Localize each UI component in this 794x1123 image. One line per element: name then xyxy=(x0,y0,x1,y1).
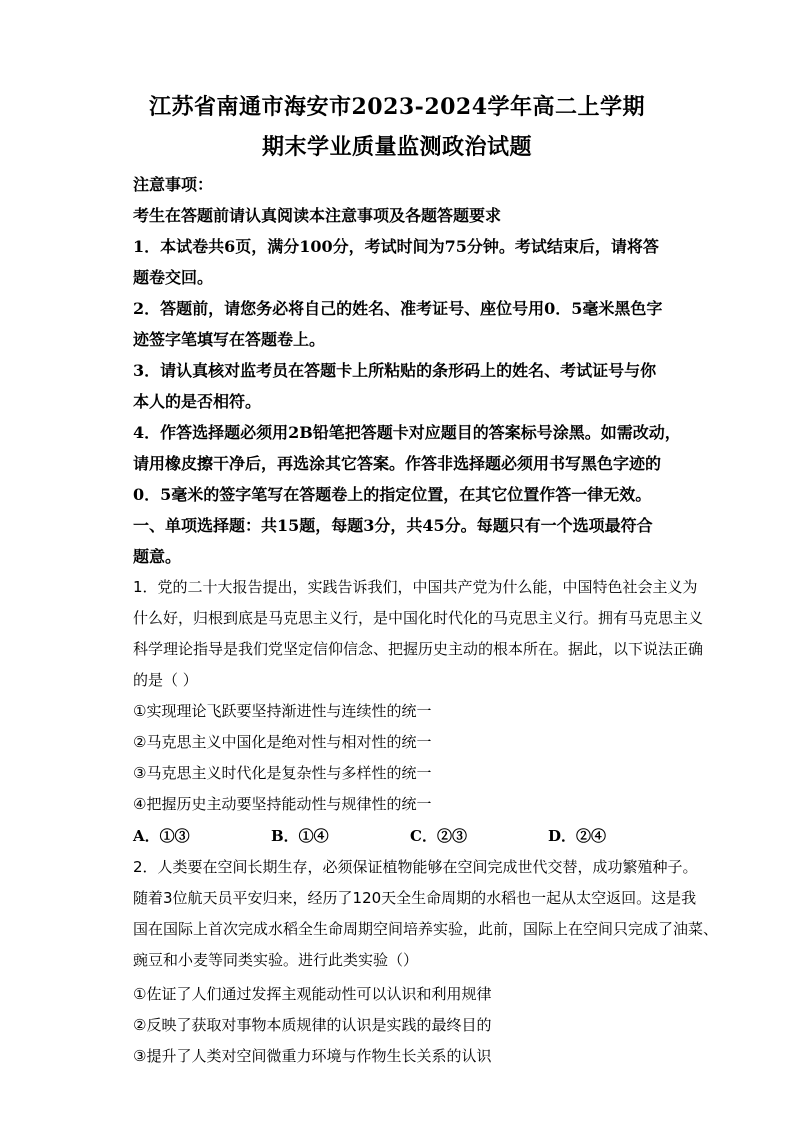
q1-statement-3: ③马克思主义时代化是复杂性与多样性的统一 xyxy=(133,764,432,782)
q2-stem-line-1: 2．人类要在空间长期生存，必须保证植物能够在空间完成世代交替，成功繁殖种子。 xyxy=(133,858,698,876)
q2-statement-2: ②反映了获取对事物本质规律的认识是实践的最终目的 xyxy=(133,1016,492,1034)
q1-statement-2: ②马克思主义中国化是绝对性与相对性的统一 xyxy=(133,733,432,751)
notice-heading: 注意事项： xyxy=(133,175,214,194)
q1-option-b: B．①④ xyxy=(271,827,329,845)
section-heading-line-1: 一、单项选择题：共15题，每题3分，共45分。每题只有一个选项最符合 xyxy=(133,516,653,535)
q2-statement-1: ①佐证了人们通过发挥主观能动性可以认识和利用规律 xyxy=(133,985,492,1003)
exam-title-line-2: 期末学业质量监测政治试题 xyxy=(261,134,532,160)
notice-item-4-line-3: 0．5毫米的签字笔写在答题卷上的指定位置，在其它位置作答一律无效。 xyxy=(133,485,652,504)
q1-option-d: D．②④ xyxy=(548,827,607,845)
q2-stem-line-4: 豌豆和小麦等同类实验。进行此类实验（） xyxy=(133,951,419,969)
notice-item-3-line-1: 3．请认真核对监考员在答题卡上所粘贴的条形码上的姓名、考试证号与你 xyxy=(133,361,657,380)
q2-statement-3: ③提升了人类对空间微重力环境与作物生长关系的认识 xyxy=(133,1047,492,1065)
q2-stem-line-3: 国在国际上首次完成水稻全生命周期空间培养实验，此前，国际上在空间只完成了油菜、 xyxy=(133,920,719,938)
notice-item-4-line-2: 请用橡皮擦干净后，再选涂其它答案。作答非选择题必须用书写黑色字迹的 xyxy=(133,454,662,473)
notice-item-1-line-2: 题卷交回。 xyxy=(133,268,214,287)
q1-statement-1: ①实现理论飞跃要坚持渐进性与连续性的统一 xyxy=(133,702,432,720)
section-heading-line-2: 题意。 xyxy=(133,547,182,566)
q1-option-c: C．②③ xyxy=(410,827,467,845)
notice-item-3-line-2: 本人的是否相符。 xyxy=(133,392,262,411)
exam-title-line-1: 江苏省南通市海安市2023-2024学年高二上学期 xyxy=(148,94,646,120)
q1-option-a: A．①③ xyxy=(133,827,190,845)
notice-item-2-line-1: 2．答题前，请您务必将自己的姓名、准考证号、座位号用0．5毫米黑色字 xyxy=(133,299,663,318)
q1-stem-line-1: 1．党的二十大报告提出，实践告诉我们，中国共产党为什么能，中国特色社会主义为 xyxy=(133,578,698,596)
notice-item-1-line-1: 1．本试卷共6页，满分100分，考试时间为75分钟。考试结束后，请将答 xyxy=(133,237,659,256)
q2-stem-line-2: 随着3位航天员平安归来，经历了120天全生命周期的水稻也一起从太空返回。这是我 xyxy=(133,889,697,907)
notice-item-4-line-1: 4．作答选择题必须用2B铅笔把答题卡对应题目的答案标号涂黑。如需改动， xyxy=(133,423,681,442)
q1-stem-line-2: 什么好，归根到底是马克思主义行，是中国化时代化的马克思主义行。拥有马克思主义 xyxy=(133,609,704,627)
notice-intro: 考生在答题前请认真阅读本注意事项及各题答题要求 xyxy=(133,206,502,225)
q1-statement-4: ④把握历史主动要坚持能动性与规律性的统一 xyxy=(133,795,432,813)
notice-item-2-line-2: 迹签字笔填写在答题卷上。 xyxy=(133,330,326,349)
q1-stem-line-4: 的是（ ） xyxy=(133,671,198,689)
q1-stem-line-3: 科学理论指导是我们党坚定信仰信念、把握历史主动的根本所在。据此，以下说法正确 xyxy=(133,640,704,658)
